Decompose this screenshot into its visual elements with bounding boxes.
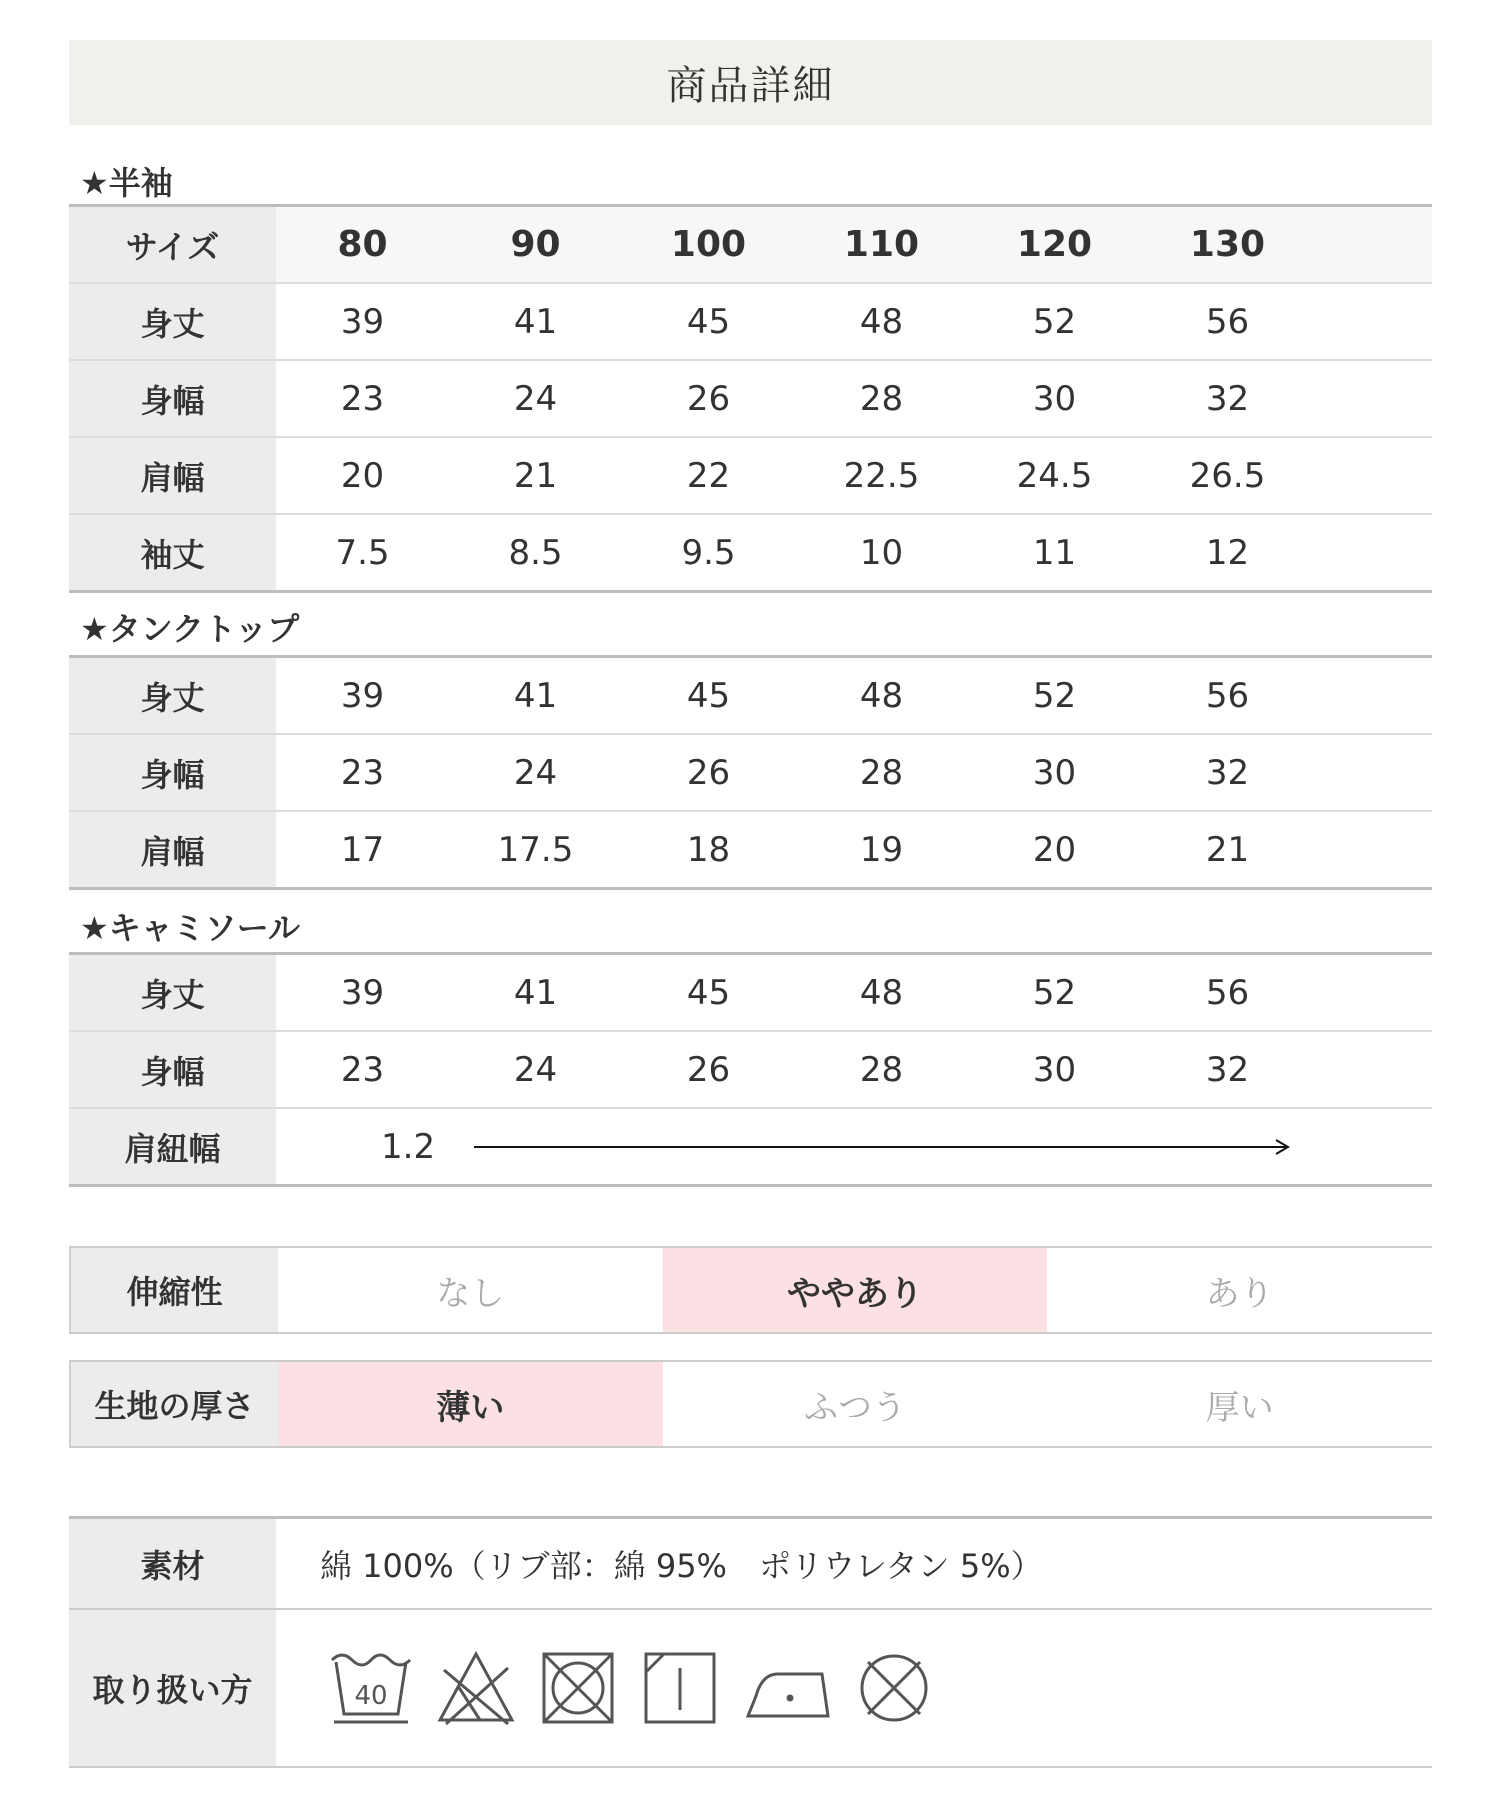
table-cell: 32 [1141, 734, 1314, 811]
material-row [69, 1516, 1432, 1610]
table-cell: 26 [622, 1031, 795, 1108]
table-cell: 19 [795, 811, 968, 889]
size-table-camisole [69, 952, 1432, 1187]
table-cell: 11 [968, 514, 1141, 592]
table-cell: 9.5 [622, 514, 795, 592]
row-label: 袖丈 [69, 514, 276, 592]
table-cell: 41 [449, 657, 622, 735]
section-title-hansode: ★半袖 [80, 164, 173, 202]
strap-width-cell [276, 1108, 1432, 1186]
wash-temp-text: 40 [354, 1681, 388, 1711]
table-cell: 18 [622, 811, 795, 889]
stretch-scale [69, 1246, 1432, 1334]
spacer-cell [1314, 1031, 1432, 1108]
row-label: 身幅 [69, 734, 276, 811]
strap-width-value: 1.2 [381, 1126, 436, 1167]
spacer-cell [1314, 360, 1432, 437]
table-row [69, 1031, 1432, 1108]
table-cell: 39 [276, 954, 449, 1032]
spacer-cell [1314, 954, 1432, 1032]
line-dry-shade-icon [640, 1648, 720, 1728]
table-row [69, 811, 1432, 889]
row-label: 身幅 [69, 360, 276, 437]
table-cell: 26.5 [1141, 437, 1314, 514]
table-cell: 48 [795, 954, 968, 1032]
table-cell: 30 [968, 734, 1141, 811]
section-title-tanktop: ★タンクトップ [80, 610, 300, 648]
table-cell: 23 [276, 734, 449, 811]
size-cell: 90 [449, 206, 622, 284]
page-title: 商品詳細 [666, 63, 835, 109]
table-cell: 20 [276, 437, 449, 514]
table-cell: 56 [1141, 657, 1314, 735]
table-cell: 52 [968, 283, 1141, 360]
table-cell: 17.5 [449, 811, 622, 889]
page-title-bar [69, 40, 1432, 125]
table-row [69, 437, 1432, 514]
table-cell: 45 [622, 283, 795, 360]
table-cell: 24 [449, 360, 622, 437]
table-cell: 41 [449, 954, 622, 1032]
table-cell: 28 [795, 360, 968, 437]
table-cell: 23 [276, 1031, 449, 1108]
table-cell: 26 [622, 734, 795, 811]
row-label: 肩紐幅 [69, 1108, 276, 1186]
material-label: 素材 [69, 1519, 276, 1608]
row-label: 身丈 [69, 283, 276, 360]
table-cell: 28 [795, 734, 968, 811]
section-title-camisole: ★キャミソール [80, 909, 301, 947]
no-bleach-icon [436, 1648, 516, 1728]
table-cell: 48 [795, 283, 968, 360]
table-cell: 32 [1141, 1031, 1314, 1108]
table-cell: 20 [968, 811, 1141, 889]
table-row [69, 360, 1432, 437]
table-cell: 8.5 [449, 514, 622, 592]
table-cell: 39 [276, 283, 449, 360]
table-cell: 41 [449, 283, 622, 360]
row-label: 身丈 [69, 954, 276, 1032]
table-cell: 24.5 [968, 437, 1141, 514]
table-cell: 30 [968, 360, 1141, 437]
table-cell: 56 [1141, 954, 1314, 1032]
spacer-cell [1314, 514, 1432, 592]
row-label: 身幅 [69, 1031, 276, 1108]
table-cell: 30 [968, 1031, 1141, 1108]
care-label: 取り扱い方 [69, 1610, 276, 1766]
spacer-cell [1314, 283, 1432, 360]
thickness-label: 生地の厚さ [69, 1362, 278, 1446]
table-cell: 17 [276, 811, 449, 889]
table-row [69, 283, 1432, 360]
thickness-option-thin: 薄い [278, 1362, 663, 1446]
row-label: 身丈 [69, 657, 276, 735]
table-cell: 45 [622, 657, 795, 735]
no-tumble-dry-icon [538, 1648, 618, 1728]
size-cell: 80 [276, 206, 449, 284]
arrow-right-icon [474, 1137, 1294, 1157]
size-cell: 130 [1141, 206, 1314, 284]
row-label: 肩幅 [69, 811, 276, 889]
table-cell: 56 [1141, 283, 1314, 360]
spacer-cell [1314, 734, 1432, 811]
table-row [69, 657, 1432, 735]
spacer-cell [1314, 657, 1432, 735]
spacer-cell [1314, 206, 1432, 284]
no-dry-clean-icon [854, 1648, 934, 1728]
size-table-hansode [69, 204, 1432, 593]
table-cell: 28 [795, 1031, 968, 1108]
table-cell: 24 [449, 1031, 622, 1108]
iron-low-icon [742, 1648, 832, 1728]
table-cell: 12 [1141, 514, 1314, 592]
table-row [69, 1108, 1432, 1186]
row-label: サイズ [69, 206, 276, 284]
spacer-cell [1314, 811, 1432, 889]
stretch-option-none: なし [436, 1273, 505, 1314]
table-cell: 23 [276, 360, 449, 437]
table-row [69, 734, 1432, 811]
size-cell: 110 [795, 206, 968, 284]
row-label: 肩幅 [69, 437, 276, 514]
size-cell: 100 [622, 206, 795, 284]
table-cell: 22 [622, 437, 795, 514]
table-cell: 24 [449, 734, 622, 811]
spacer-cell [1314, 437, 1432, 514]
table-cell: 10 [795, 514, 968, 592]
size-header-row [69, 206, 1432, 284]
wash-40-icon [328, 1648, 414, 1728]
stretch-option-yes: あり [1205, 1273, 1274, 1314]
thickness-option-thick: 厚い [1205, 1387, 1274, 1428]
thickness-option-normal: ふつう [804, 1387, 906, 1428]
stretch-option-slight: ややあり [663, 1248, 1048, 1332]
table-cell: 39 [276, 657, 449, 735]
table-cell: 21 [1141, 811, 1314, 889]
care-icons-cell [276, 1610, 1432, 1766]
material-text: 綿 100%（リブ部：綿 95% ポリウレタン 5%） [320, 1546, 1043, 1585]
table-cell: 45 [622, 954, 795, 1032]
table-cell: 32 [1141, 360, 1314, 437]
table-cell: 22.5 [795, 437, 968, 514]
table-cell: 7.5 [276, 514, 449, 592]
table-cell: 48 [795, 657, 968, 735]
table-cell: 21 [449, 437, 622, 514]
table-cell: 26 [622, 360, 795, 437]
table-row [69, 954, 1432, 1032]
care-row [69, 1610, 1432, 1768]
table-row [69, 514, 1432, 592]
table-cell: 52 [968, 657, 1141, 735]
size-cell: 120 [968, 206, 1141, 284]
table-cell: 52 [968, 954, 1141, 1032]
stretch-label: 伸縮性 [69, 1248, 278, 1332]
thickness-scale [69, 1360, 1432, 1448]
size-table-tanktop [69, 655, 1432, 890]
